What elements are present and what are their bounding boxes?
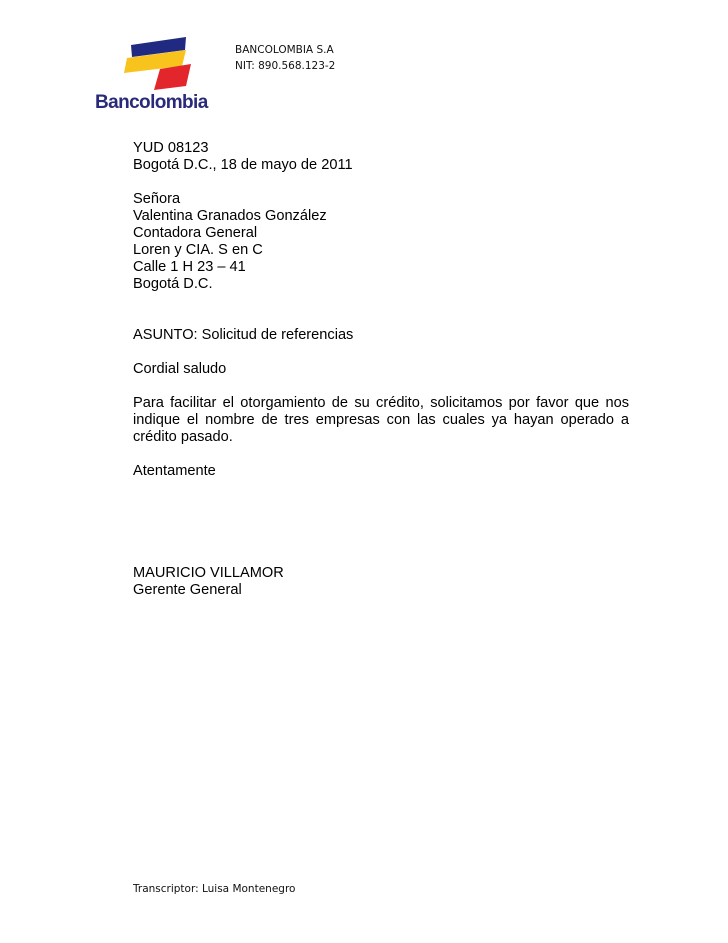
letter-body (133, 140, 629, 599)
recipient-salutation: Señora (133, 191, 181, 207)
letterhead (235, 42, 335, 74)
recipient-city: Bogotá D.C. (133, 276, 213, 292)
bancolombia-logo (94, 36, 208, 118)
company-nit: NIT: 890.568.123-2 (235, 60, 336, 72)
body-paragraph: Para facilitar el otorgamiento de su crédito, solicitamos por favor que nos indique el nombre de tres empresas con las cuales ya hayan operado a crédito pasado. (133, 395, 629, 445)
company-name: BANCOLOMBIA S.A (235, 44, 334, 56)
recipient-company: Loren y CIA. S en C (133, 242, 263, 258)
reference-code: YUD 08123 (133, 140, 209, 156)
place-date: Bogotá D.C., 18 de mayo de 2011 (133, 157, 353, 173)
bancolombia-logo-mark (94, 36, 204, 92)
greeting: Cordial saludo (133, 361, 227, 377)
recipient-name: Valentina Granados González (133, 208, 327, 224)
subject-line: ASUNTO: Solicitud de referencias (133, 327, 354, 343)
closing: Atentamente (133, 463, 216, 479)
footer-transcriptor: Transcriptor: Luisa Montenegro (133, 883, 296, 895)
logo-wordmark: Bancolombia (95, 92, 208, 113)
signer-name: MAURICIO VILLAMOR (133, 565, 284, 581)
recipient-address: Calle 1 H 23 – 41 (133, 259, 246, 275)
recipient-title: Contadora General (133, 225, 258, 241)
signer-title: Gerente General (133, 582, 242, 598)
